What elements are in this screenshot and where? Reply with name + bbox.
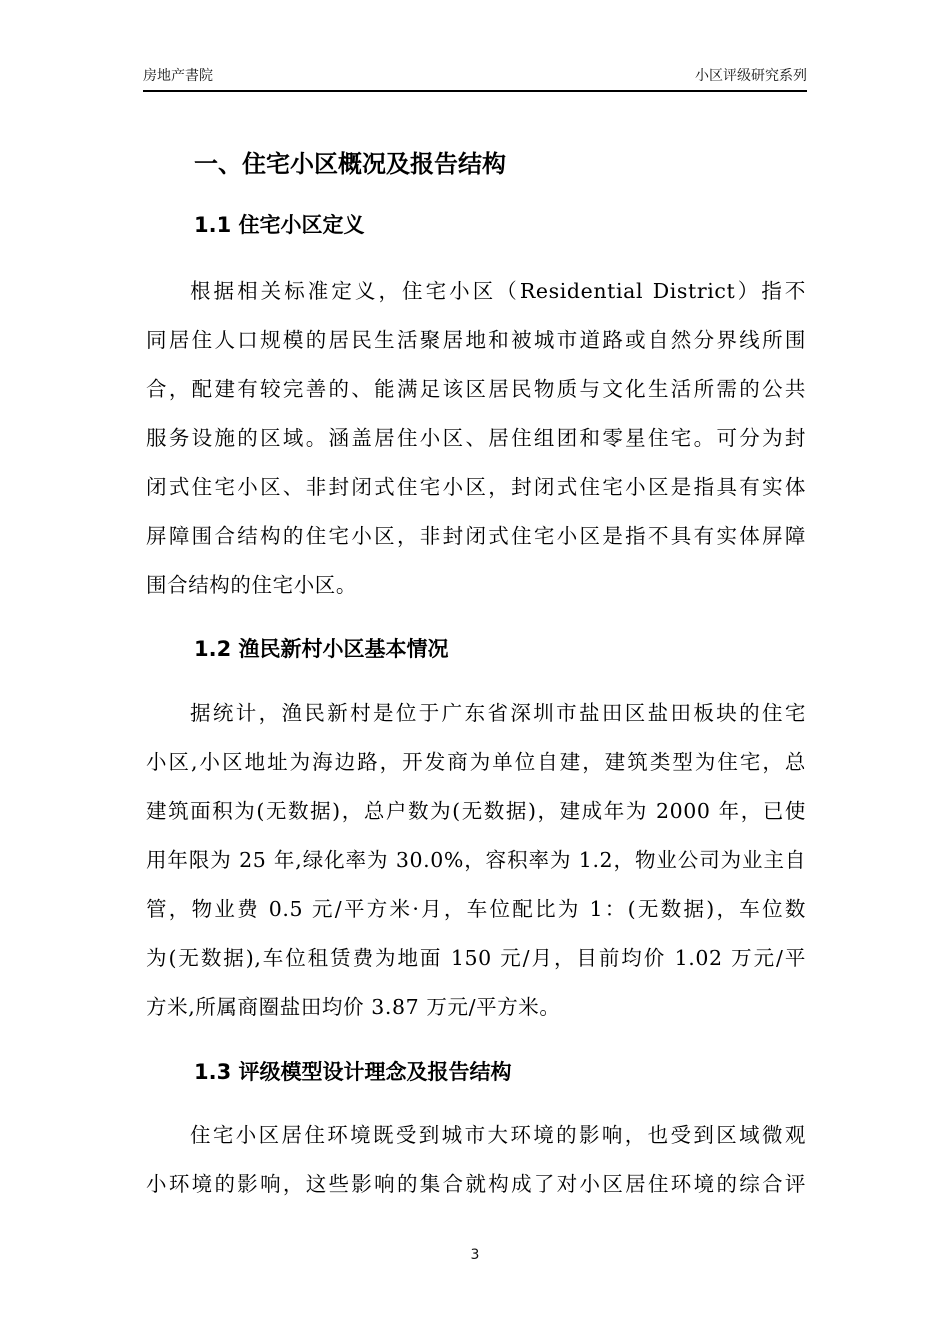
header-publisher: 房地产書院: [143, 68, 213, 84]
text-line: 小环境的影响，这些影响的集合就构成了对小区居住环境的综合评: [146, 1172, 806, 1196]
text-line: 为(无数据),车位租赁费为地面 150 元/月，目前均价 1.02 万元/平: [146, 946, 806, 970]
section-title: 一、住宅小区概况及报告结构: [194, 150, 506, 178]
text-line: 住宅小区居住环境既受到城市大环境的影响，也受到区域微观: [190, 1123, 806, 1147]
page-header: [143, 64, 807, 92]
paragraph-basic-info: [146, 698, 806, 1041]
text-line: 管，物业费 0.5 元/平方米·月，车位配比为 1：(无数据)，车位数: [146, 897, 806, 921]
text-line: 用年限为 25 年,绿化率为 30.0%，容积率为 1.2，物业公司为业主自: [146, 848, 806, 872]
text-line: 方米,所属商圈盐田均价 3.87 万元/平方米。: [146, 995, 561, 1019]
text-line: 屏障围合结构的住宅小区，非封闭式住宅小区是指不具有实体屏障: [146, 524, 806, 548]
header-series-title: 小区评级研究系列: [695, 68, 807, 84]
text-line: 建筑面积为(无数据)，总户数为(无数据)，建成年为 2000 年，已使: [146, 799, 806, 823]
paragraph-model-design: [146, 1120, 806, 1218]
text-line: 据统计，渔民新村是位于广东省深圳市盐田区盐田板块的住宅: [190, 701, 806, 725]
subsection-title-1-2: 1.2 渔民新村小区基本情况: [194, 637, 449, 661]
subsection-title-1-1: 1.1 住宅小区定义: [194, 213, 365, 237]
text-line: 同居住人口规模的居民生活聚居地和被城市道路或自然分界线所围: [146, 328, 806, 352]
text-line: 闭式住宅小区、非封闭式住宅小区，封闭式住宅小区是指具有实体: [146, 475, 806, 499]
text-line: 围合结构的住宅小区。: [146, 573, 357, 597]
text-line: 小区,小区地址为海边路，开发商为单位自建，建筑类型为住宅，总: [146, 750, 806, 774]
paragraph-definition: [146, 276, 806, 619]
text-line: 服务设施的区域。涵盖居住小区、居住组团和零星住宅。可分为封: [146, 426, 806, 450]
text-line: 根据相关标准定义，住宅小区（Residential District）指不: [190, 279, 806, 303]
page-number: 3: [470, 1247, 480, 1263]
text-line: 合，配建有较完善的、能满足该区居民物质与文化生活所需的公共: [146, 377, 806, 401]
subsection-title-1-3: 1.3 评级模型设计理念及报告结构: [194, 1060, 512, 1084]
